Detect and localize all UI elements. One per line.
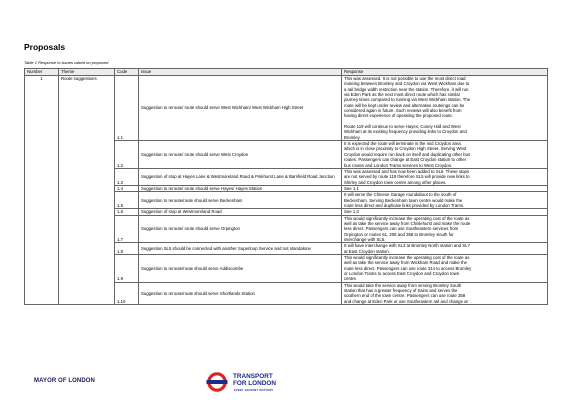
cell-issue: Suggestion to reroute/ route should serve Orpington: [139, 215, 342, 243]
cell-issue: Suggestion to reroute/route should serve Shortlands Station: [139, 282, 342, 304]
response-line: at East Croydon station.: [344, 248, 390, 254]
response-line: Croydon would require run back on itself and duplicating other bus: [344, 151, 471, 157]
tfl-tagline: EVERY JOURNEY MATTERS: [234, 389, 274, 392]
cell-response: [342, 141, 548, 169]
cell-response: [342, 255, 548, 283]
cell-response: [342, 282, 548, 304]
response-line: centre.: [344, 276, 358, 282]
cell-code: 1.7: [115, 215, 139, 243]
cell-issue: Suggestion to reroute/route should serve Beckenham: [139, 192, 342, 209]
cell-issue: Suggestion to reroute/ route should serve West Croydon: [139, 141, 342, 169]
cell-code: 1.3: [115, 168, 139, 185]
response-line: Wickham at its existing frequency providing links to Croydon and: [344, 129, 467, 135]
response-line: It will have interchange with SL3 at Bromley North station and SL7: [344, 243, 470, 249]
proposals-table: [24, 68, 548, 305]
response-line: Bromley.: [344, 134, 361, 140]
cell-code: 1.9: [115, 255, 139, 283]
tfl-wordmark-line2: FOR LONDON: [233, 380, 276, 387]
cell-code: 1.5: [115, 192, 139, 209]
response-line: having direct experience of operating the proposed route.: [344, 113, 453, 119]
table-body: [25, 76, 548, 305]
cell-response: [342, 215, 548, 243]
response-line: routes. Passengers can change at East Croydon station to other: [344, 157, 467, 163]
response-line: This would significantly increase the operating cost of the route as: [344, 255, 470, 260]
response-line: well as take the service away from Chislehurst and make the route: [344, 220, 471, 226]
cell-response: [342, 192, 548, 209]
cell-code: 1.10: [115, 282, 139, 304]
cell-code: 1.1: [115, 76, 139, 141]
tfl-roundel-logo: [206, 371, 228, 393]
response-line: less direct. Passengers can use Southeastern services from: [344, 226, 459, 232]
cell-response: [342, 168, 548, 185]
response-line: Beckenham. Serving Beckenham town centre would make the: [344, 197, 463, 203]
cell-issue: Suggestion of stop at Westmoreland Road: [139, 209, 342, 215]
page-heading: Proposals: [24, 42, 66, 52]
cell-code: 1.6: [115, 209, 139, 215]
response-line: or London Trams to access East Croydon and Croydon town: [344, 271, 460, 277]
response-line: bus routes and London Trams services to West Croydon.: [344, 162, 453, 168]
response-line: well as take the service away from Wickham Road and make the: [344, 260, 467, 266]
cell-response: [342, 243, 548, 255]
header-response: Response: [342, 69, 548, 76]
response-line: are not served by route 119 therefore SL5 will provide new links to: [344, 174, 470, 180]
response-line: See 1.1: [344, 185, 359, 191]
cell-code: 1.2: [115, 141, 139, 169]
tfl-wordmark-line1: TRANSPORT: [233, 373, 273, 380]
response-line: interchange with SL5.: [344, 236, 386, 242]
table-header-row: [25, 69, 548, 76]
response-line: This was assessed. It is not possible to use the most direct road: [344, 76, 466, 81]
header-number: Number: [25, 69, 59, 76]
response-line: considered again in future. Such reviews will also benefit from: [344, 108, 462, 114]
response-line: a rail bridge width restriction near the station. Therefore, it will run: [344, 86, 469, 92]
response-line: journey times compared to running via West Wickham station. The: [344, 97, 471, 103]
response-line: This would significantly increase the operating cost of the route as: [344, 215, 470, 221]
response-line: This was assessed and has now been added to SL5. These stops: [344, 168, 470, 174]
response-line: route will be kept under review and alternative routeings can be: [344, 102, 465, 108]
cell-issue: Suggestion to reroute/ route should serve West Wickham/ West Wickham High Street: [139, 76, 342, 141]
cell-response: [342, 76, 548, 141]
cell-number: 1: [25, 76, 59, 305]
header-theme: Theme: [59, 69, 115, 76]
response-line: route less direct and duplicate links provided by London Trams.: [344, 202, 465, 208]
cell-code: 1.8: [115, 243, 139, 255]
cell-issue: Suggestion of stop at Hayes Lane & Westmoreland Road & Pinkhurst Lane & Barnfield Road Junction: [139, 168, 342, 185]
response-line: routeing between Bromley and Croydon via West Wickham due to: [344, 81, 470, 87]
cell-issue: Suggestion SL5 should be connected with another Superloop Service and not standalone: [139, 243, 342, 255]
response-line: Orpington or routes 61, 208 and 358 to Bromley South for: [344, 231, 454, 237]
response-line: This would take the service away from serving Bromley South: [344, 282, 462, 288]
response-line: It will serve the Chinese Garage roundabout to the south of: [344, 192, 457, 198]
cell-issue: Suggestion to reroute/ route should serve Hayes/ Hayes Station: [139, 185, 342, 191]
response-line: station that has a greater frequency of trains and serves the: [344, 288, 458, 294]
response-line: It is expected the route will terminate in the mid Croydon area: [344, 141, 461, 147]
cell-issue: Suggestion to reroute/route should serve Addiscombe: [139, 255, 342, 283]
cell-code: 1.4: [115, 185, 139, 191]
table-caption: Table 1 Response to issues raised on proposed: [24, 60, 109, 65]
response-line: See 1.3: [344, 209, 359, 215]
response-line: via Eden Park as the next most direct route which has similar: [344, 92, 461, 98]
response-line: route less direct. Passengers can use route 314 to access Bromley: [344, 265, 472, 271]
cell-theme: Route suggestions: [59, 76, 115, 305]
response-line: southern end of the town centre. Passengers can use route 358: [344, 293, 466, 299]
response-line: which is in close proximity to Croydon High Street. Serving West: [344, 146, 467, 152]
tfl-wordmark: [233, 373, 276, 387]
header-code: Code: [115, 69, 139, 76]
mayor-of-london-logo: MAYOR OF LONDON: [34, 378, 95, 384]
header-issue: Issue: [139, 69, 342, 76]
table-row: [25, 76, 548, 141]
response-line: Route 119 will continue to serve Hayes, Coney Hall and West: [344, 124, 461, 130]
response-line: Shirley and Croydon town centre among other places.: [344, 179, 447, 185]
response-line: and change at Eden Park or use Southeastern rail and change at: [344, 298, 468, 304]
